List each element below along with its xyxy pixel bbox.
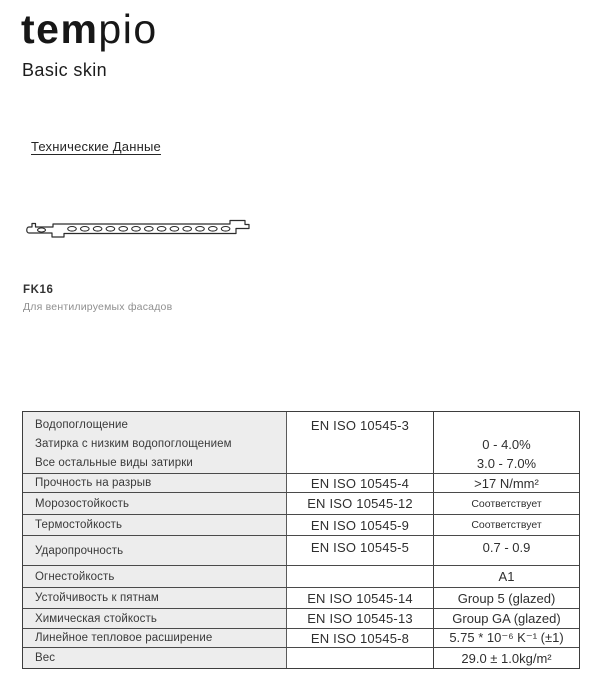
table-row [23,566,579,588]
standard-label: EN ISO 10545-3 [310,418,410,433]
value-cell [434,515,579,535]
property-label: Огнестойкость [35,570,115,583]
table-row [23,629,579,648]
property-label: Водопоглощение [35,419,129,431]
standard-cell [287,474,434,492]
value-cell [434,474,579,492]
product-code: FK16 [23,284,54,296]
value-label: 3.0 - 7.0% [476,456,537,471]
standard-cell [287,648,434,668]
value-label: Соответствует [471,497,542,510]
property-label: Вес [35,652,56,664]
property-label: Линейное тепловое расширение [35,632,213,644]
table-row [23,609,579,629]
property-cell [23,566,287,587]
section-heading: Технические Данные [31,139,161,154]
property-cell [23,493,287,514]
table-row [23,515,579,536]
standard-cell [287,493,434,514]
value-cell [434,648,579,668]
value-label: 29.0 ± 1.0kg/m² [461,650,552,666]
table-row [23,412,579,474]
value-label: >17 N/mm² [474,475,539,491]
standard-label: EN ISO 10545-14 [307,590,413,606]
property-label: Термостойкость [35,519,123,531]
standard-cell [287,588,434,608]
standard-label: EN ISO 10545-12 [307,496,413,511]
brand-logo-light: pio [98,6,158,52]
value-label: 5.75 * 10⁻⁶ K⁻¹ (±1) [449,630,564,645]
property-cell [23,588,287,608]
standard-label: EN ISO 10545-5 [310,540,410,555]
table-row [23,588,579,609]
value-label: 0 - 4.0% [482,437,531,452]
standard-cell [287,629,434,647]
panel-cross-section-icon [24,217,250,241]
value-cell [434,609,579,628]
value-cell [434,536,579,565]
property-label: Химическая стойкость [35,612,157,625]
property-label: Ударопрочность [35,544,124,557]
standard-label: EN ISO 10545-9 [310,517,410,533]
technical-data-table [22,411,580,669]
value-label: Group 5 (glazed) [457,590,556,606]
standard-label: EN ISO 10545-8 [310,630,410,646]
property-label: Прочность на разрыв [35,477,152,489]
table-row [23,474,579,493]
standard-label: EN ISO 10545-13 [307,611,413,626]
table-row [23,648,579,668]
value-label: 0.7 - 0.9 [482,540,531,555]
value-label: Соответствует [471,519,542,531]
product-line-name: Basic skin [22,60,108,80]
standard-label: EN ISO 10545-4 [310,475,410,491]
property-cell [23,412,287,473]
standard-cell [287,412,434,473]
property-cell [23,515,287,535]
value-cell [434,566,579,587]
property-cell [23,536,287,565]
property-cell [23,629,287,647]
brand-logo-bold: tem [21,6,99,52]
property-cell [23,609,287,628]
value-label: Group GA (glazed) [452,611,561,626]
standard-cell [287,536,434,565]
value-cell [434,493,579,514]
product-description: Для вентилируемых фасадов [23,301,173,313]
property-label: Затирка с низким водопоглощением [35,438,232,450]
standard-cell [287,515,434,535]
table-row [23,536,579,566]
property-label: Все остальные виды затирки [35,457,193,469]
table-row [23,493,579,515]
value-cell [434,588,579,608]
property-label: Морозостойкость [35,497,130,510]
value-cell [434,412,579,473]
property-cell [23,474,287,492]
standard-cell [287,609,434,628]
property-label: Устойчивость к пятнам [35,592,159,604]
brand-logo [21,6,158,52]
value-cell [434,629,579,647]
property-cell [23,648,287,668]
value-label: A1 [498,569,515,584]
standard-cell [287,566,434,587]
